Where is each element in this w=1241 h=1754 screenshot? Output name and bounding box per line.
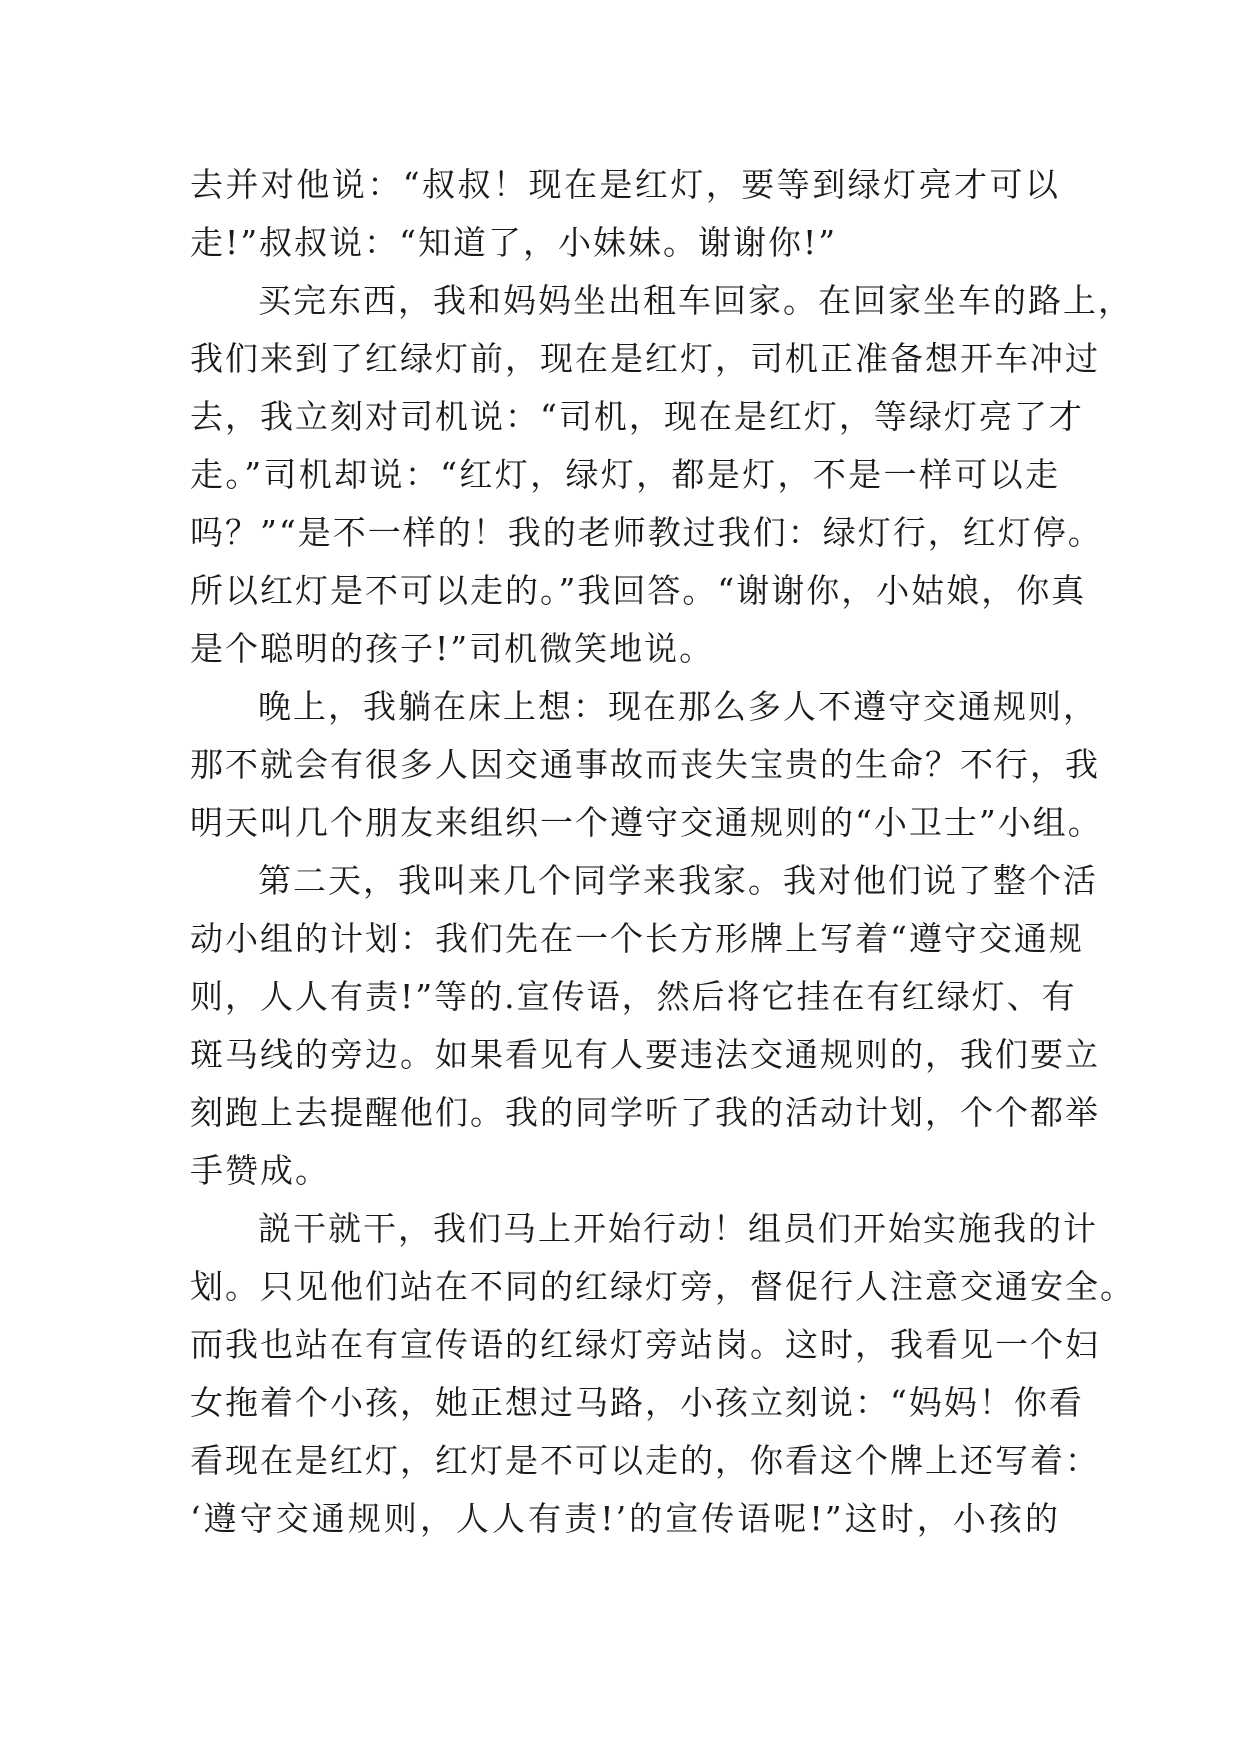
text-line-6: 走。”司机却说：“红灯，绿灯，都是灯，不是一样可以走 xyxy=(190,455,1060,494)
text-line-21: 而我也站在有宣传语的红绿灯旁站岗。这时，我看见一个妇 xyxy=(190,1325,1100,1364)
paragraph-5-line-1: 説干就干，我们马上开始行动！组员们开始实施我的计 xyxy=(258,1209,1098,1248)
paragraph-4-line-1: 第二天，我叫来几个同学来我家。我对他们说了整个活 xyxy=(258,861,1098,900)
text-line-20: 划。只见他们站在不同的红绿灯旁，督促行人注意交通安全。 xyxy=(190,1267,1135,1306)
text-line-18: 手赞成。 xyxy=(190,1151,330,1190)
text-line-11: 那不就会有很多人因交通事故而丧失宝贵的生命？不行，我 xyxy=(190,745,1100,784)
text-line-1: 去并对他说：“叔叔！现在是红灯，要等到绿灯亮才可以 xyxy=(190,165,1060,204)
text-line-2: 走!”叔叔说：“知道了，小妹妹。谢谢你!” xyxy=(190,223,838,262)
text-line-23: 看现在是红灯，红灯是不可以走的，你看这个牌上还写着： xyxy=(190,1441,1100,1480)
paragraph-2-line-1: 买完东西，我和妈妈坐出租车回家。在回家坐车的路上， xyxy=(258,281,1133,320)
text-line-4: 我们来到了红绿灯前，现在是红灯，司机正准备想开车冲过 xyxy=(190,339,1100,378)
paragraph-3-line-1: 晚上，我躺在床上想：现在那么多人不遵守交通规则， xyxy=(258,687,1098,726)
text-line-5: 去，我立刻对司机说：“司机，现在是红灯，等绿灯亮了才 xyxy=(190,397,1084,436)
text-line-24: ‘遵守交通规则，人人有责!’的宣传语呢!”这时，小孩的 xyxy=(190,1499,1060,1538)
text-line-14: 动小组的计划：我们先在一个长方形牌上写着“遵守交通规 xyxy=(190,919,1084,958)
text-line-22: 女拖着个小孩，她正想过马路，小孩立刻说：“妈妈！你看 xyxy=(190,1383,1084,1422)
text-line-7: 吗？”“是不一样的！我的老师教过我们：绿灯行，红灯停。 xyxy=(190,513,1103,552)
text-line-9: 是个聪明的孩子!”司机微笑地说。 xyxy=(190,629,715,668)
text-line-16: 斑马线的旁边。如果看见有人要违法交通规则的，我们要立 xyxy=(190,1035,1100,1074)
text-line-12: 明天叫几个朋友来组织一个遵守交通规则的“小卫士”小组。 xyxy=(190,803,1103,842)
text-line-15: 则，人人有责!”等的.宣传语，然后将它挂在有红绿灯、有 xyxy=(190,977,1077,1016)
text-line-17: 刻跑上去提醒他们。我的同学听了我的活动计划，个个都举 xyxy=(190,1093,1100,1132)
text-line-8: 所以红灯是不可以走的。”我回答。“谢谢你，小姑娘，你真 xyxy=(190,571,1087,610)
